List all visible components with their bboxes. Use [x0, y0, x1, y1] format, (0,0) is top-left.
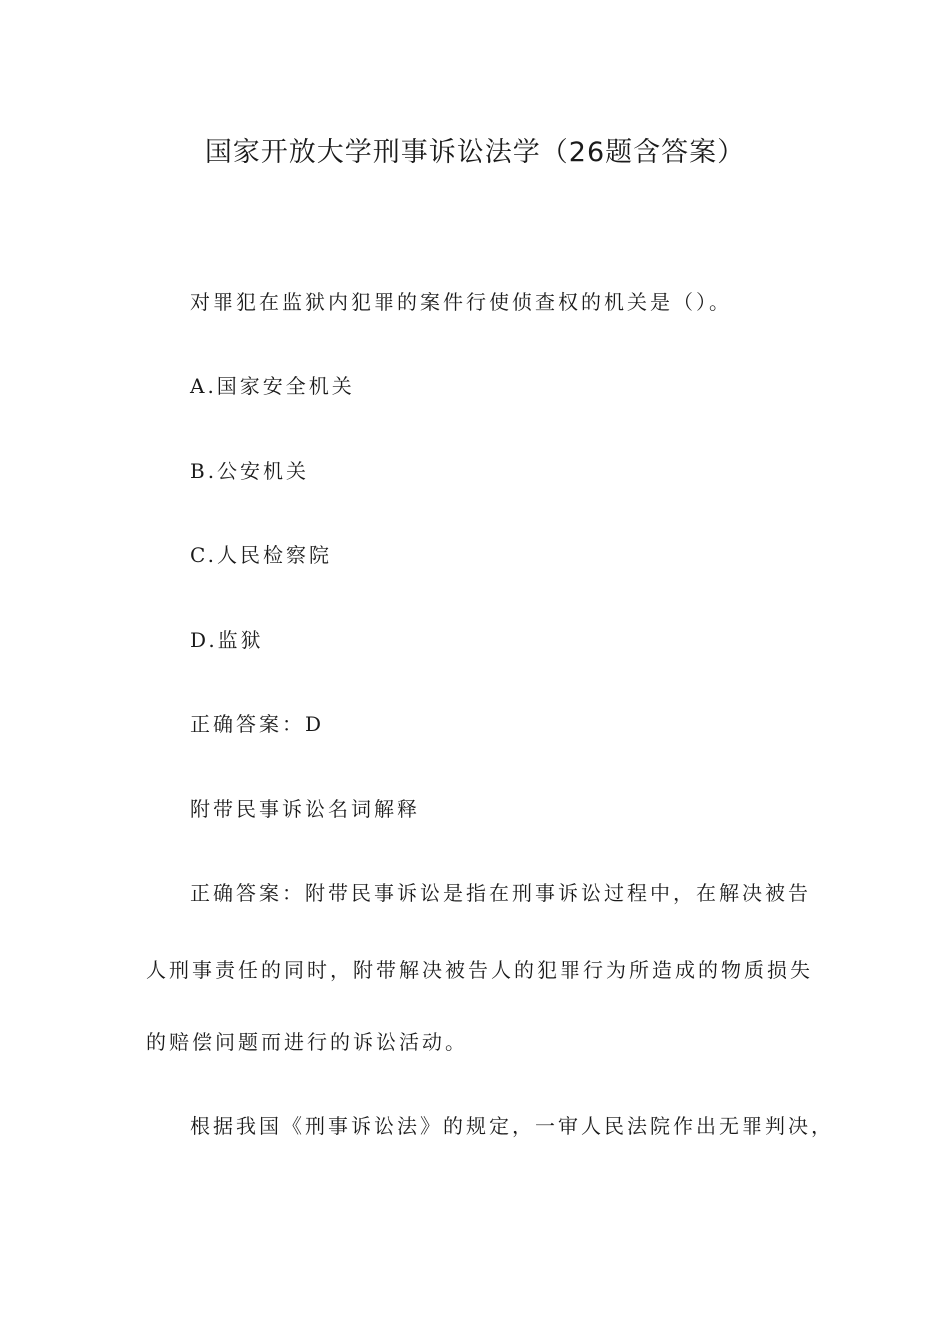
question-3-text: 根据我国《刑事诉讼法》的规定，一审人民法院作出无罪判决， — [190, 1114, 834, 1138]
question-1-option-c: C.人民检察院 — [190, 543, 332, 567]
question-2-answer-line-2: 人刑事责任的同时，附带解决被告人的犯罪行为所造成的物质损失 — [146, 958, 813, 982]
question-2-answer-line-1: 正确答案：附带民事诉讼是指在刑事诉讼过程中，在解决被告 — [190, 881, 811, 905]
document-title: 国家开放大学刑事诉讼法学（26题含答案） — [204, 137, 746, 168]
question-1-option-b: B.公安机关 — [190, 459, 310, 483]
question-1-option-d: D.监狱 — [190, 628, 264, 652]
question-1-option-a: A.国家安全机关 — [190, 374, 355, 398]
question-2-answer-line-3: 的赔偿问题而进行的诉讼活动。 — [146, 1030, 468, 1054]
question-1-text: 对罪犯在监狱内犯罪的案件行使侦查权的机关是（）。 — [190, 290, 732, 314]
question-2-text: 附带民事诉讼名词解释 — [190, 797, 420, 821]
question-1-answer: 正确答案：D — [190, 712, 325, 736]
